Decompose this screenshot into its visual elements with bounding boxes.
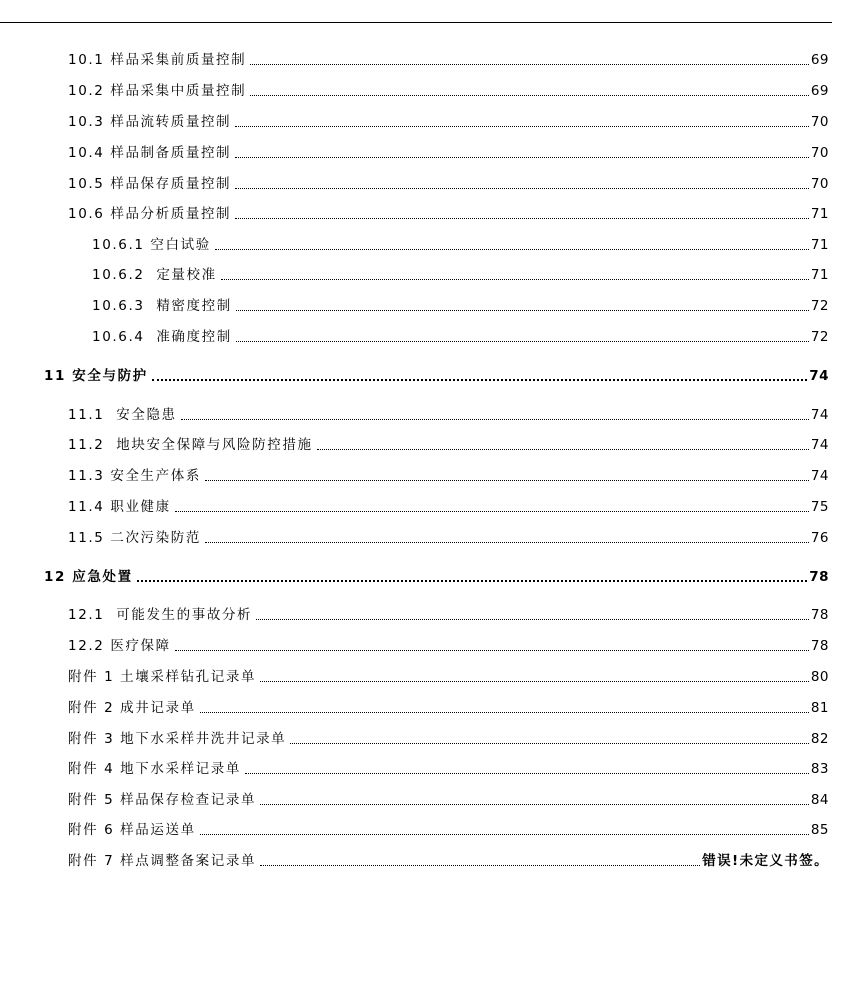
toc-entry[interactable] bbox=[68, 202, 829, 222]
toc-entry[interactable] bbox=[68, 403, 829, 423]
toc-entry-appendix[interactable] bbox=[68, 727, 829, 747]
toc-dot-leader bbox=[235, 218, 809, 219]
toc-entry-label: 10.6.3 精密度控制 bbox=[92, 298, 232, 314]
toc-entry-label: 10.3 样品流转质量控制 bbox=[68, 114, 232, 130]
toc-dot-leader bbox=[236, 310, 809, 311]
toc-entry-label: 11 安全与防护 bbox=[44, 368, 148, 384]
toc-entry-label: 附件 2 成井记录单 bbox=[68, 700, 196, 716]
toc-page-number: 70 bbox=[810, 176, 829, 192]
toc-page-number: 74 bbox=[809, 368, 829, 384]
toc-entry-label: 附件 4 地下水采样记录单 bbox=[68, 761, 241, 777]
toc-bookmark-error: 错误!未定义书签。 bbox=[702, 853, 829, 869]
toc-dot-leader bbox=[236, 341, 809, 342]
toc-entry-label: 11.2 地块安全保障与风险防控措施 bbox=[68, 437, 313, 453]
toc-page-number: 71 bbox=[810, 237, 829, 253]
toc-entry-appendix[interactable] bbox=[68, 696, 829, 716]
toc-page-number: 75 bbox=[810, 499, 829, 515]
toc-page-number: 71 bbox=[810, 206, 829, 222]
toc-entry-label: 10.6.2 定量校准 bbox=[92, 267, 217, 283]
toc-entry-label: 11.1 安全隐患 bbox=[68, 407, 177, 423]
toc-page-number: 71 bbox=[810, 267, 829, 283]
toc-entry[interactable] bbox=[68, 48, 829, 68]
toc-entry-label: 12.2 医疗保障 bbox=[68, 638, 171, 654]
toc-dot-leader bbox=[235, 157, 809, 158]
toc-entry[interactable] bbox=[68, 79, 829, 99]
toc-entry[interactable] bbox=[92, 263, 829, 283]
toc-dot-leader bbox=[175, 511, 809, 512]
toc-entry-label: 10.6.1 空白试验 bbox=[92, 237, 211, 253]
toc-dot-leader bbox=[200, 834, 809, 835]
toc-page-number: 69 bbox=[810, 52, 829, 68]
toc-page-number: 84 bbox=[810, 792, 829, 808]
toc-page-number: 74 bbox=[810, 437, 829, 453]
toc-dot-leader bbox=[260, 804, 809, 805]
toc-dot-leader bbox=[260, 681, 809, 682]
toc-entry-label: 10.6.4 准确度控制 bbox=[92, 329, 232, 345]
toc-entry-label: 10.6 样品分析质量控制 bbox=[68, 206, 232, 222]
toc-page-number: 69 bbox=[810, 83, 829, 99]
toc-page-number: 85 bbox=[810, 822, 829, 838]
toc-entry-appendix[interactable] bbox=[68, 849, 829, 869]
toc-entry-label: 10.5 样品保存质量控制 bbox=[68, 176, 232, 192]
toc-entry[interactable] bbox=[68, 110, 829, 130]
toc-entry-appendix[interactable] bbox=[68, 757, 829, 777]
toc-dot-leader bbox=[181, 419, 809, 420]
toc-page-number: 78 bbox=[810, 607, 829, 623]
toc-entry[interactable] bbox=[68, 141, 829, 161]
toc-entry-appendix[interactable] bbox=[68, 665, 829, 685]
toc-page-number: 74 bbox=[810, 468, 829, 484]
toc-page-number: 72 bbox=[810, 298, 829, 314]
toc-page-number: 70 bbox=[810, 114, 829, 130]
toc-dot-leader bbox=[235, 126, 809, 127]
toc-entry-label: 12 应急处置 bbox=[44, 569, 133, 585]
toc-page-number: 78 bbox=[809, 569, 829, 585]
toc-dot-leader bbox=[175, 650, 809, 651]
toc-page-number: 74 bbox=[810, 407, 829, 423]
toc-dot-leader bbox=[235, 188, 809, 189]
toc-dot-leader bbox=[205, 542, 809, 543]
toc-dot-leader bbox=[260, 865, 700, 866]
toc-dot-leader bbox=[221, 279, 809, 280]
toc-entry-label: 附件 6 样品运送单 bbox=[68, 822, 196, 838]
toc-entry-appendix[interactable] bbox=[68, 818, 829, 838]
toc-entry[interactable] bbox=[92, 325, 829, 345]
toc-entry[interactable] bbox=[92, 294, 829, 314]
toc-dot-leader bbox=[200, 712, 809, 713]
toc-dot-leader bbox=[137, 580, 808, 582]
toc-entry-label: 11.5 二次污染防范 bbox=[68, 530, 201, 546]
toc-entry-label: 附件 3 地下水采样井洗井记录单 bbox=[68, 731, 287, 747]
toc-dot-leader bbox=[152, 379, 807, 381]
toc-dot-leader bbox=[256, 619, 809, 620]
toc-entry[interactable] bbox=[68, 433, 829, 453]
toc-dot-leader bbox=[205, 480, 809, 481]
toc-entry-label: 附件 1 土壤采样钻孔记录单 bbox=[68, 669, 257, 685]
header-rule bbox=[0, 22, 832, 23]
toc-entry-label: 附件 7 样点调整备案记录单 bbox=[68, 853, 257, 869]
toc-entry[interactable] bbox=[68, 464, 829, 484]
toc-entry-label: 10.1 样品采集前质量控制 bbox=[68, 52, 247, 68]
toc-page-number: 83 bbox=[810, 761, 829, 777]
toc-dot-leader bbox=[250, 64, 809, 65]
toc-page-number: 81 bbox=[810, 700, 829, 716]
toc-entry-label: 11.3 安全生产体系 bbox=[68, 468, 201, 484]
toc-entry[interactable] bbox=[68, 172, 829, 192]
toc-dot-leader bbox=[245, 773, 809, 774]
toc-entry-chapter[interactable] bbox=[44, 364, 829, 384]
toc-page-number: 70 bbox=[810, 145, 829, 161]
toc-entry-label: 11.4 职业健康 bbox=[68, 499, 171, 515]
toc-page-number: 80 bbox=[810, 669, 829, 685]
toc-page-number: 78 bbox=[810, 638, 829, 654]
toc-entry-label: 12.1 可能发生的事故分析 bbox=[68, 607, 253, 623]
toc-page-number: 76 bbox=[810, 530, 829, 546]
toc-entry[interactable] bbox=[92, 233, 829, 253]
toc-entry-label: 附件 5 样品保存检查记录单 bbox=[68, 792, 257, 808]
toc-entry[interactable] bbox=[68, 495, 829, 515]
toc-dot-leader bbox=[290, 743, 809, 744]
toc-page-number: 72 bbox=[810, 329, 829, 345]
toc-dot-leader bbox=[317, 449, 809, 450]
toc-dot-leader bbox=[250, 95, 809, 96]
toc-entry-label: 10.2 样品采集中质量控制 bbox=[68, 83, 247, 99]
toc-entry-label: 10.4 样品制备质量控制 bbox=[68, 145, 232, 161]
toc-page-number: 82 bbox=[810, 731, 829, 747]
toc-entry[interactable] bbox=[68, 634, 829, 654]
toc-entry-chapter[interactable] bbox=[44, 565, 829, 585]
toc-dot-leader bbox=[215, 249, 809, 250]
toc-entry[interactable] bbox=[68, 526, 829, 546]
toc-entry[interactable] bbox=[68, 603, 829, 623]
toc-entry-appendix[interactable] bbox=[68, 788, 829, 808]
